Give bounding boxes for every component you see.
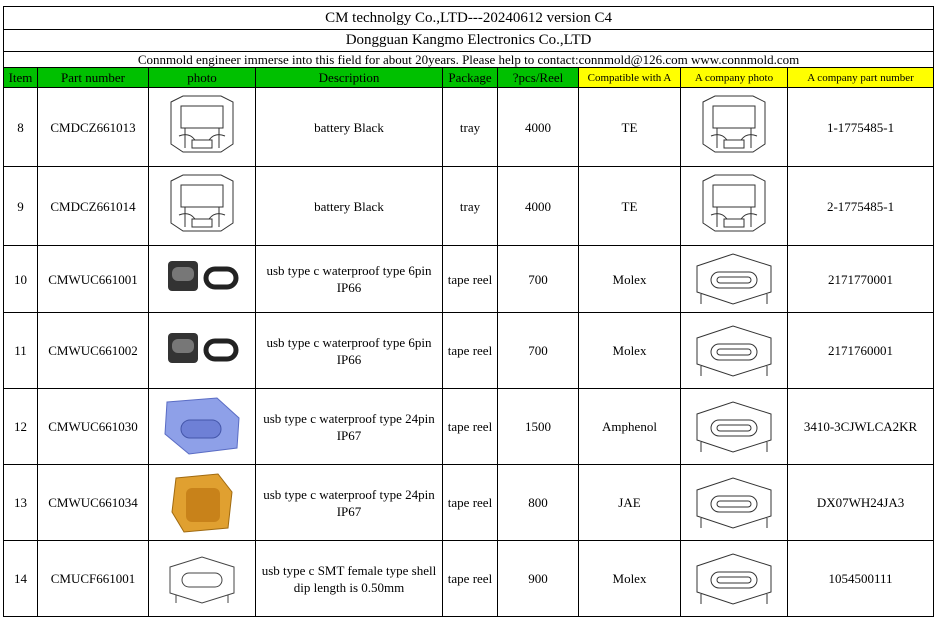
company-subtitle: Dongguan Kangmo Electronics Co.,LTD xyxy=(4,30,934,52)
row-a-company-photo xyxy=(681,88,788,167)
spreadsheet xyxy=(3,6,933,617)
usb-c-connector-drawing-icon xyxy=(681,546,787,612)
table-row xyxy=(4,465,934,541)
usb-c-smt-female-connector-icon xyxy=(149,549,255,609)
battery-holder-drawing-icon xyxy=(681,92,787,162)
row-package: tape reel xyxy=(443,541,498,617)
row-pcs-reel: 700 xyxy=(498,246,579,313)
row-part-number: CMDCZ661014 xyxy=(38,167,149,246)
row-compatible: Molex xyxy=(579,313,681,389)
row-pcs-reel: 4000 xyxy=(498,88,579,167)
row-item-number: 9 xyxy=(4,167,38,246)
row-compatible: Molex xyxy=(579,246,681,313)
table-row xyxy=(4,389,934,465)
contact-line: Connmold engineer immerse into this field for about 20years. Please help to contact:connmold@126.com www.connmold.com xyxy=(4,52,934,68)
row-description: usb type c waterproof type 24pin IP67 xyxy=(256,465,443,541)
row-part-number: CMWUC661034 xyxy=(38,465,149,541)
row-item-number: 13 xyxy=(4,465,38,541)
row-photo xyxy=(149,313,256,389)
row-item-number: 10 xyxy=(4,246,38,313)
header-package: Package xyxy=(443,68,498,88)
row-pcs-reel: 800 xyxy=(498,465,579,541)
row-a-company-photo xyxy=(681,313,788,389)
header-photo: photo xyxy=(149,68,256,88)
row-a-company-part: 1054500111 xyxy=(788,541,934,617)
header-a-part: A company part number xyxy=(788,68,934,88)
row-description: usb type c waterproof type 6pin IP66 xyxy=(256,246,443,313)
table-row xyxy=(4,313,934,389)
usb-c-connector-drawing-icon xyxy=(681,246,787,312)
row-compatible: Molex xyxy=(579,541,681,617)
row-package: tape reel xyxy=(443,313,498,389)
row-part-number: CMDCZ661013 xyxy=(38,88,149,167)
usb-c-connector-drawing-icon xyxy=(681,394,787,460)
row-compatible: TE xyxy=(579,167,681,246)
usb-c-connector-drawing-icon xyxy=(681,470,787,536)
row-a-company-photo xyxy=(681,389,788,465)
row-item-number: 11 xyxy=(4,313,38,389)
row-a-company-part: 3410-3CJWLCA2KR xyxy=(788,389,934,465)
row-description: battery Black xyxy=(256,88,443,167)
usb-c-24pin-blue-connector-icon xyxy=(149,394,255,460)
company-title: CM technolgy Co.,LTD---20240612 version C4 xyxy=(4,7,934,30)
row-part-number: CMUCF661001 xyxy=(38,541,149,617)
row-package: tape reel xyxy=(443,246,498,313)
table-row xyxy=(4,246,934,313)
table-row xyxy=(4,167,934,246)
row-a-company-part: 2-1775485-1 xyxy=(788,167,934,246)
row-pcs-reel: 1500 xyxy=(498,389,579,465)
header-part-number: Part number xyxy=(38,68,149,88)
row-part-number: CMWUC661002 xyxy=(38,313,149,389)
row-photo xyxy=(149,389,256,465)
header-item: Item xyxy=(4,68,38,88)
row-item-number: 14 xyxy=(4,541,38,617)
row-description: usb type c waterproof type 24pin IP67 xyxy=(256,389,443,465)
row-pcs-reel: 4000 xyxy=(498,167,579,246)
row-a-company-photo xyxy=(681,465,788,541)
row-part-number: CMWUC661001 xyxy=(38,246,149,313)
table-row xyxy=(4,88,934,167)
row-a-company-part: 2171760001 xyxy=(788,313,934,389)
row-description: usb type c waterproof type 6pin IP66 xyxy=(256,313,443,389)
row-compatible: Amphenol xyxy=(579,389,681,465)
usb-c-24pin-orange-connector-icon xyxy=(149,468,255,538)
usb-c-waterproof-connector-icon xyxy=(149,251,255,307)
header-pcs-reel: ?pcs/Reel xyxy=(498,68,579,88)
row-photo xyxy=(149,541,256,617)
row-package: tray xyxy=(443,88,498,167)
product-table xyxy=(3,6,934,617)
row-item-number: 8 xyxy=(4,88,38,167)
row-a-company-part: 2171770001 xyxy=(788,246,934,313)
row-a-company-photo xyxy=(681,541,788,617)
row-package: tape reel xyxy=(443,389,498,465)
header-a-photo: A company photo xyxy=(681,68,788,88)
row-photo xyxy=(149,88,256,167)
row-description: usb type c SMT female type shell dip length is 0.50mm xyxy=(256,541,443,617)
row-a-company-photo xyxy=(681,167,788,246)
header-description: Description xyxy=(256,68,443,88)
header-row xyxy=(4,68,934,88)
row-a-company-part: DX07WH24JA3 xyxy=(788,465,934,541)
row-item-number: 12 xyxy=(4,389,38,465)
usb-c-connector-drawing-icon xyxy=(681,318,787,384)
table-row xyxy=(4,541,934,617)
row-package: tray xyxy=(443,167,498,246)
row-a-company-part: 1-1775485-1 xyxy=(788,88,934,167)
row-package: tape reel xyxy=(443,465,498,541)
row-pcs-reel: 900 xyxy=(498,541,579,617)
row-part-number: CMWUC661030 xyxy=(38,389,149,465)
row-photo xyxy=(149,465,256,541)
header-compatible: Compatible with A xyxy=(579,68,681,88)
row-pcs-reel: 700 xyxy=(498,313,579,389)
row-compatible: TE xyxy=(579,88,681,167)
row-photo xyxy=(149,167,256,246)
row-photo xyxy=(149,246,256,313)
row-a-company-photo xyxy=(681,246,788,313)
battery-holder-drawing-icon xyxy=(681,171,787,241)
battery-holder-drawing-icon xyxy=(149,92,255,162)
usb-c-waterproof-connector-icon xyxy=(149,323,255,379)
row-compatible: JAE xyxy=(579,465,681,541)
battery-holder-drawing-icon xyxy=(149,171,255,241)
row-description: battery Black xyxy=(256,167,443,246)
